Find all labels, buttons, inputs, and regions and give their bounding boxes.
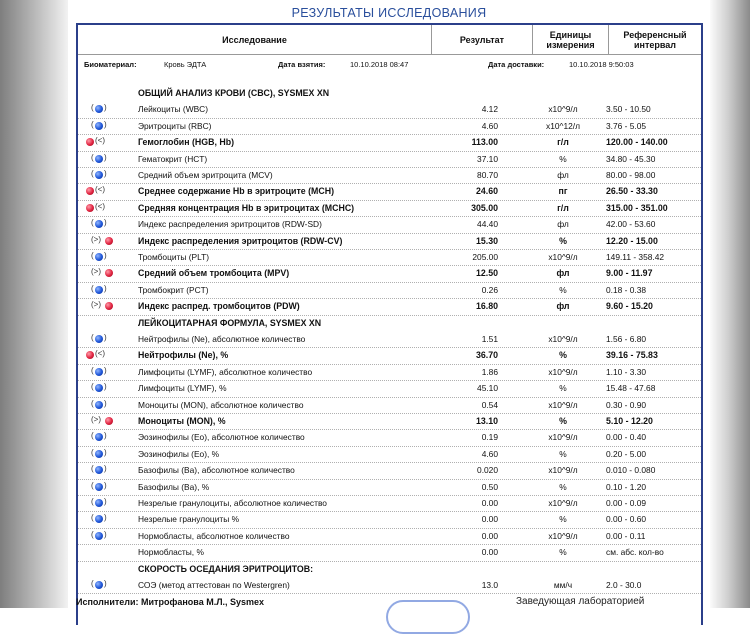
result-name: Моноциты (MON), абсолютное количество <box>138 399 304 410</box>
result-name: Нейтрофилы (Ne), абсолютное количество <box>138 334 306 344</box>
result-name: Гемоглобин (HGB, Hb) <box>138 137 234 148</box>
abnormal-dot-icon <box>86 138 94 146</box>
abnormal-dot-icon <box>105 417 113 425</box>
result-reference: 34.80 - 45.30 <box>606 153 656 164</box>
high-flag: (>) <box>91 300 101 310</box>
result-row <box>78 544 701 561</box>
result-row <box>78 183 701 200</box>
normal-dot-icon <box>95 171 103 179</box>
low-flag: (<) <box>95 201 105 211</box>
result-name: Нейтрофилы (Ne), % <box>138 350 229 361</box>
result-name: Нормобласты, % <box>138 547 204 558</box>
result-name: Тромбокрит (PCT) <box>138 284 209 295</box>
result-unit: мм/ч <box>553 580 573 590</box>
result-value: 205.00 <box>472 252 498 262</box>
normal-dot-icon <box>95 220 103 228</box>
result-unit: фл <box>557 170 569 180</box>
result-unit: % <box>559 416 567 426</box>
result-reference: 0.30 - 0.90 <box>606 399 647 410</box>
result-name: Средний объем эритроцита (MCV) <box>138 170 273 180</box>
normal-dot-icon <box>95 384 103 392</box>
results-table <box>76 23 703 625</box>
result-value: 113.00 <box>471 137 498 148</box>
report-title: РЕЗУЛЬТАТЫ ИССЛЕДОВАНИЯ <box>291 6 487 20</box>
result-value: 0.54 <box>481 399 498 410</box>
result-reference: 0.20 - 5.00 <box>606 448 647 459</box>
result-unit: x10^9/л <box>548 465 578 476</box>
result-name: Незрелые гранулоциты, абсолютное количество <box>138 498 327 508</box>
result-row <box>78 151 701 168</box>
result-row <box>78 331 701 348</box>
result-row <box>78 577 701 594</box>
result-reference: 9.00 - 11.97 <box>606 268 653 279</box>
result-unit: % <box>559 153 567 164</box>
biomaterial-value: Кровь ЭДТА <box>164 60 207 69</box>
page-shadow-right <box>710 0 750 608</box>
result-name: Базофилы (Ba), % <box>138 481 210 492</box>
result-value: 16.80 <box>475 301 498 312</box>
result-flag: ( ) <box>91 152 107 162</box>
result-value: 0.50 <box>481 481 498 492</box>
result-unit: % <box>559 448 567 459</box>
normal-dot-icon <box>95 532 103 540</box>
result-reference: 0.00 - 0.60 <box>606 514 647 525</box>
result-name: Тромбоциты (PLT) <box>138 252 210 262</box>
result-row <box>78 249 701 266</box>
result-value: 1.86 <box>481 366 498 377</box>
result-unit: x10^9/л <box>548 498 578 508</box>
normal-dot-icon <box>95 401 103 409</box>
result-value: 45.10 <box>477 383 498 394</box>
result-reference: 0.00 - 0.11 <box>606 530 646 541</box>
result-reference: 0.18 - 0.38 <box>606 284 647 295</box>
result-unit: x10^9/л <box>548 530 578 541</box>
result-reference: 0.00 - 0.09 <box>606 498 647 508</box>
result-flag <box>86 185 122 197</box>
result-reference: 9.60 - 15.20 <box>606 301 653 312</box>
report-page <box>68 0 710 608</box>
low-flag: (<) <box>95 349 105 359</box>
result-unit: % <box>559 514 567 525</box>
result-flag <box>86 546 122 558</box>
result-reference: 5.10 - 12.20 <box>606 416 653 426</box>
result-row <box>78 462 701 479</box>
result-unit: x10^9/л <box>548 432 578 443</box>
result-value: 44.40 <box>477 219 498 230</box>
result-name: Эозинофилы (Eo), абсолютное количество <box>138 432 305 443</box>
result-flag: ( ) <box>91 251 107 260</box>
result-flag: ( ) <box>91 218 107 228</box>
normal-dot-icon <box>95 499 103 507</box>
result-row <box>78 511 701 528</box>
result-name: Лимфоциты (LYMF), % <box>138 383 227 394</box>
result-value: 0.020 <box>477 465 498 476</box>
result-unit: x10^12/л <box>546 120 580 131</box>
result-unit: % <box>559 547 567 558</box>
result-flag: ( ) <box>91 497 107 506</box>
sample-info <box>78 56 701 72</box>
normal-dot-icon <box>95 466 103 474</box>
result-reference: 42.00 - 53.60 <box>606 219 656 230</box>
result-name: Эозинофилы (Eo), % <box>138 448 220 459</box>
result-value: 0.00 <box>481 514 498 525</box>
result-flag <box>86 267 122 279</box>
result-flag <box>86 415 122 427</box>
result-row <box>78 380 701 397</box>
result-reference: 12.20 - 15.00 <box>606 235 658 246</box>
result-unit: % <box>559 284 567 295</box>
result-row <box>78 134 701 151</box>
section-heading <box>78 85 701 101</box>
header-ref <box>609 25 701 54</box>
result-reference: 80.00 - 98.00 <box>606 170 656 180</box>
result-row <box>78 495 701 512</box>
normal-dot-icon <box>95 483 103 491</box>
result-flag: ( ) <box>91 464 107 474</box>
result-name: Индекс распределения эритроцитов (RDW-SD) <box>138 219 322 230</box>
result-flag <box>86 300 122 312</box>
header-test: Исследование <box>78 25 432 54</box>
section-title: ЛЕЙКОЦИТАРНАЯ ФОРМУЛА, SYSMEX XN <box>138 317 322 328</box>
result-value: 80.70 <box>477 170 498 180</box>
high-flag: (>) <box>91 267 101 277</box>
section-heading <box>78 561 701 577</box>
result-reference: 120.00 - 140.00 <box>606 137 668 148</box>
result-reference: 1.10 - 3.30 <box>606 366 647 377</box>
result-flag: ( ) <box>91 579 107 588</box>
result-name: Средняя концентрация Hb в эритроцитах (MCHC) <box>138 202 355 213</box>
header-ref-line2: интервал <box>633 39 677 50</box>
low-flag: (<) <box>95 136 105 146</box>
result-name: Гематокрит (HCT) <box>138 153 208 164</box>
result-unit: фл <box>557 219 569 230</box>
result-value: 1.51 <box>481 334 498 344</box>
result-unit: x10^9/л <box>548 104 578 115</box>
result-value: 0.00 <box>481 547 498 558</box>
result-row <box>78 298 701 315</box>
normal-dot-icon <box>95 450 103 458</box>
result-value: 0.00 <box>481 498 498 508</box>
result-reference: 39.16 - 75.83 <box>606 350 658 361</box>
header-units-line1: Единицы <box>549 29 592 40</box>
result-name: Индекс распред. тромбоцитов (PDW) <box>138 301 300 312</box>
result-value: 4.12 <box>481 104 498 115</box>
result-flag: ( ) <box>91 480 107 490</box>
result-reference: 0.010 - 0.080 <box>606 465 656 476</box>
high-flag: (>) <box>91 415 101 424</box>
normal-dot-icon <box>95 433 103 441</box>
result-row <box>78 347 701 364</box>
section-title: ОБЩИЙ АНАЛИЗ КРОВИ (CBC), SYSMEX XN <box>138 88 330 98</box>
result-flag: ( ) <box>91 333 107 342</box>
result-row <box>78 282 701 299</box>
result-unit: % <box>559 481 567 492</box>
result-reference: 3.50 - 10.50 <box>606 104 651 115</box>
result-row <box>78 528 701 545</box>
result-value: 37.10 <box>477 153 498 164</box>
result-value: 4.60 <box>481 120 498 131</box>
header-units <box>533 25 609 54</box>
result-row <box>78 397 701 414</box>
result-flag <box>86 349 122 361</box>
abnormal-dot-icon <box>105 302 113 310</box>
biomaterial-label: Биоматериал: <box>84 60 137 69</box>
result-row <box>78 413 701 430</box>
result-reference: 15.48 - 47.68 <box>606 383 656 394</box>
result-unit: пг <box>558 186 568 197</box>
result-row <box>78 446 701 463</box>
result-name: Нормобласты, абсолютное количество <box>138 530 290 541</box>
header-result: Результат <box>432 25 533 54</box>
section-heading <box>78 315 701 331</box>
result-reference: 315.00 - 351.00 <box>606 202 668 213</box>
result-flag: ( ) <box>91 283 107 293</box>
result-flag: ( ) <box>91 119 107 129</box>
abnormal-dot-icon <box>86 351 94 359</box>
result-flag <box>86 235 122 247</box>
result-unit: x10^9/л <box>548 334 578 344</box>
result-unit: фл <box>556 301 570 312</box>
table-header <box>78 25 701 55</box>
result-row <box>78 364 701 381</box>
normal-dot-icon <box>95 122 103 130</box>
result-unit: фл <box>556 268 570 279</box>
performers-line: Исполнители: Митрофанова М.Л., Sysmex <box>76 597 265 607</box>
normal-dot-icon <box>95 581 103 589</box>
abnormal-dot-icon <box>105 269 113 277</box>
result-flag: ( ) <box>91 365 107 375</box>
result-unit: г/л <box>557 202 569 213</box>
normal-dot-icon <box>95 335 103 343</box>
header-units-line2: измерения <box>546 39 595 50</box>
abnormal-dot-icon <box>86 204 94 212</box>
result-unit: % <box>559 235 567 246</box>
result-value: 4.60 <box>481 448 498 459</box>
result-reference: 0.10 - 1.20 <box>606 481 647 492</box>
normal-dot-icon <box>95 286 103 294</box>
result-reference: 1.56 - 6.80 <box>606 334 647 344</box>
result-name: Эритроциты (RBC) <box>138 120 212 131</box>
result-value: 15.30 <box>475 235 498 246</box>
result-name: Лейкоциты (WBC) <box>138 104 209 115</box>
result-value: 12.50 <box>475 268 498 279</box>
result-flag: ( ) <box>91 398 107 408</box>
result-name: Моноциты (MON), % <box>138 416 226 426</box>
section-title: СКОРОСТЬ ОСЕДАНИЯ ЭРИТРОЦИТОВ: <box>138 563 314 574</box>
high-flag: (>) <box>91 234 101 244</box>
result-flag: ( ) <box>91 513 107 523</box>
result-flag: ( ) <box>91 103 107 113</box>
result-name: СОЭ (метод аттестован по Westergren) <box>138 580 290 590</box>
delivered-label: Дата доставки: <box>488 60 545 69</box>
taken-value: 10.10.2018 08:47 <box>350 60 409 69</box>
normal-dot-icon <box>95 368 103 376</box>
result-unit: г/л <box>557 137 569 148</box>
result-reference: 0.00 - 0.40 <box>606 432 647 443</box>
result-row <box>78 265 701 282</box>
result-unit: % <box>559 350 567 361</box>
result-name: Лимфоциты (LYMF), абсолютное количество <box>138 366 313 377</box>
result-reference: см. абс. кол-во <box>606 547 664 558</box>
result-reference: 149.11 - 358.42 <box>606 252 665 262</box>
result-reference: 2.0 - 30.0 <box>606 580 642 590</box>
result-row <box>78 101 701 118</box>
result-unit: x10^9/л <box>548 399 578 410</box>
result-flag: ( ) <box>91 382 107 392</box>
result-name: Базофилы (Ba), абсолютное количество <box>138 465 295 476</box>
result-flag: ( ) <box>91 169 107 178</box>
normal-dot-icon <box>95 515 103 523</box>
normal-dot-icon <box>95 155 103 163</box>
normal-dot-icon <box>95 253 103 261</box>
result-flag <box>86 136 122 148</box>
head-of-lab: Заведующая лабораторией <box>516 596 645 607</box>
result-name: Средний объем тромбоцита (MPV) <box>138 268 290 279</box>
result-value: 13.0 <box>481 580 498 590</box>
lab-stamp <box>386 600 470 634</box>
result-row <box>78 216 701 233</box>
result-value: 0.19 <box>481 432 498 443</box>
result-row <box>78 233 701 250</box>
result-value: 0.26 <box>481 284 498 295</box>
result-name: Незрелые гранулоциты % <box>138 514 240 525</box>
result-value: 24.60 <box>475 186 498 197</box>
result-row <box>78 118 701 135</box>
low-flag: (<) <box>95 185 105 195</box>
abnormal-dot-icon <box>86 187 94 195</box>
result-row <box>78 200 701 217</box>
result-value: 13.10 <box>475 416 498 426</box>
result-value: 36.70 <box>475 350 498 361</box>
result-value: 305.00 <box>471 202 498 213</box>
result-value: 0.00 <box>481 530 498 541</box>
taken-label: Дата взятия: <box>278 60 326 69</box>
result-flag: ( ) <box>91 431 107 441</box>
result-reference: 26.50 - 33.30 <box>606 186 658 197</box>
result-name: Индекс распределения эритроцитов (RDW-CV) <box>138 235 343 246</box>
result-unit: x10^9/л <box>548 252 578 262</box>
normal-dot-icon <box>95 105 103 113</box>
delivered-value: 10.10.2018 9:50:03 <box>569 60 634 69</box>
result-name: Среднее содержание Hb в эритроците (MCH) <box>138 186 334 197</box>
result-reference: 3.76 - 5.05 <box>606 120 647 131</box>
page-shadow-left <box>0 0 68 608</box>
result-unit: % <box>559 383 567 394</box>
result-flag: ( ) <box>91 447 107 457</box>
abnormal-dot-icon <box>105 237 113 245</box>
result-flag: ( ) <box>91 529 107 539</box>
result-row <box>78 167 701 184</box>
result-row <box>78 429 701 446</box>
result-flag <box>86 202 122 214</box>
result-unit: x10^9/л <box>548 366 578 377</box>
result-row <box>78 479 701 496</box>
header-ref-line1: Референсный <box>623 29 687 40</box>
